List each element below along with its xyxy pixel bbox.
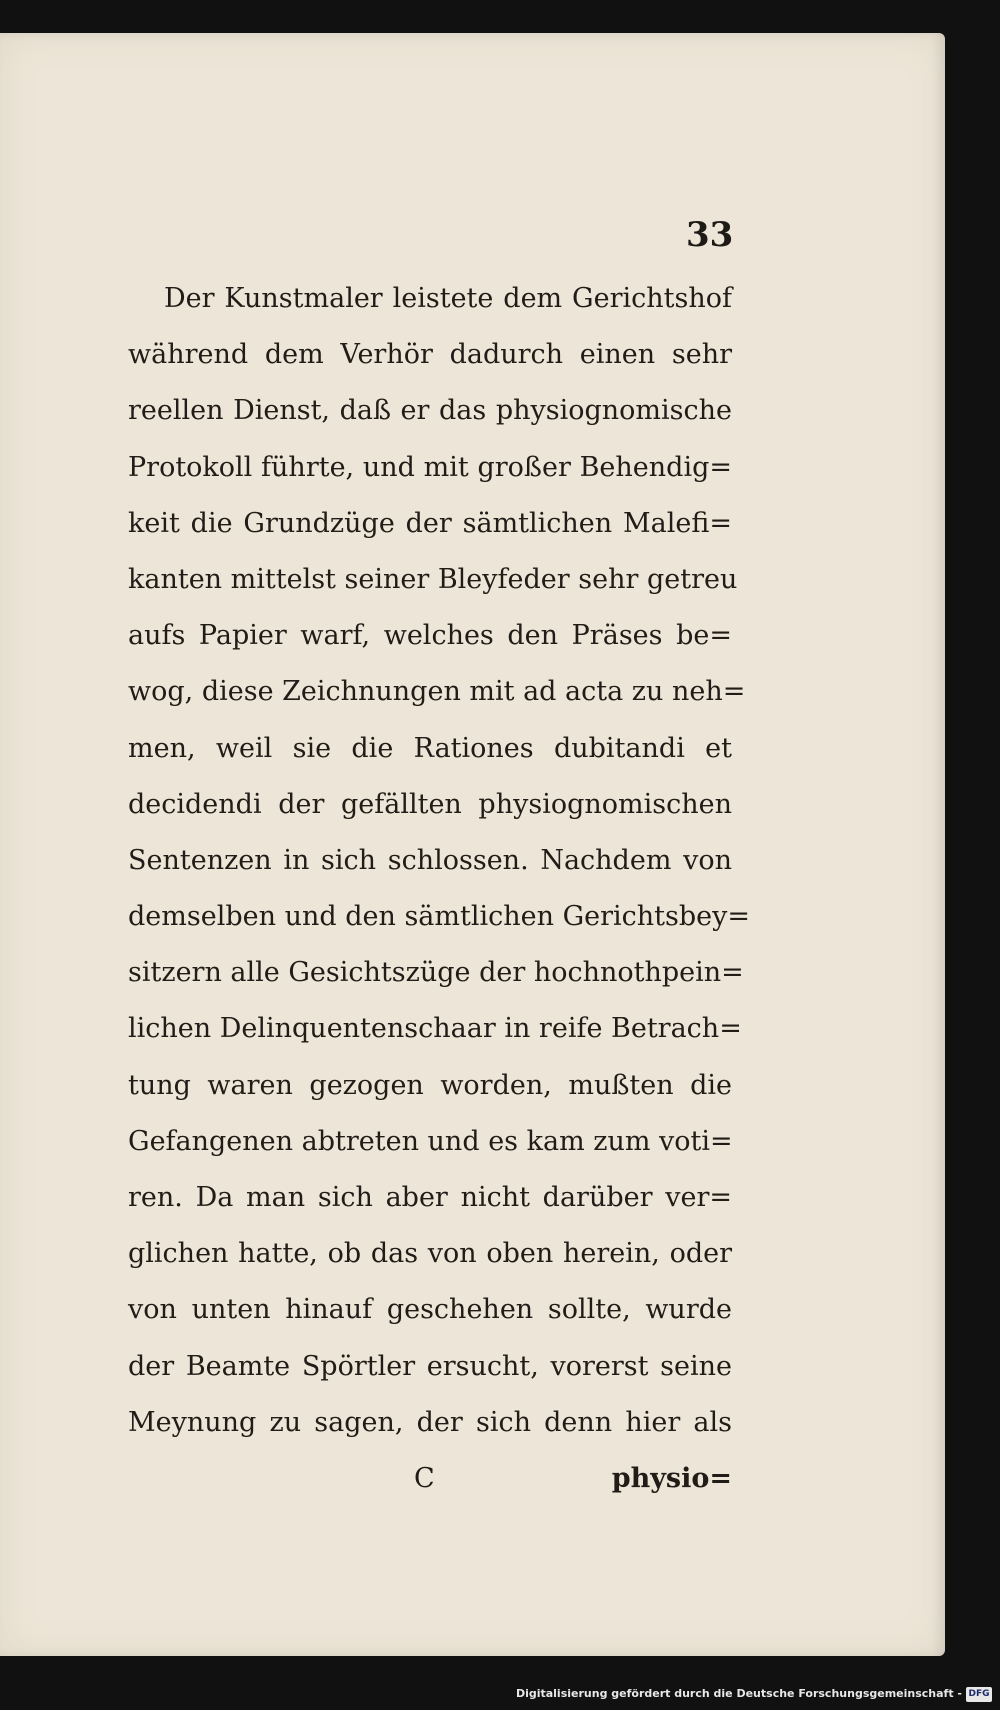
text-line: men, weil sie die Rationes dubitandi et [128,732,732,764]
text-line: Gefangenen abtreten und es kam zum voti= [128,1125,733,1157]
text-line: keit die Grundzüge der sämtlichen Malefi= [128,507,732,539]
text-line: Der Kunstmaler leistete dem Gerichtshof [164,283,732,314]
catchline [128,1451,732,1507]
text-line: wog, diese Zeichnungen mit ad acta zu neh= [128,676,746,708]
text-line: der Beamte Spörtler ersucht, vorerst seine [128,1350,732,1382]
body-text [128,271,751,1451]
text-line: während dem Verhör dadurch einen sehr [128,339,732,371]
footer-bar [0,1683,1000,1710]
text-line: demselben und den sämtlichen Gerichtsbey= [128,901,751,933]
text-line: reellen Dienst, daß er das physiognomische [128,395,732,427]
signature-mark: C [414,1463,435,1494]
funding-credit: Digitalisierung gefördert durch die Deutsche Forschungsgemeinschaft - [515,1687,962,1700]
text-line: aufs Papier warf, welches den Präses be= [128,620,732,652]
text-line: decidendi der gefällten physiognomischen [128,788,732,820]
text-line: kanten mittelst seiner Bleyfeder sehr getreu [128,563,738,595]
text-line: ren. Da man sich aber nicht darüber ver= [128,1182,732,1213]
dfg-logo-icon: DFG [966,1687,992,1702]
text-line: lichen Delinquentenschaar in reife Betrach= [128,1013,742,1045]
text-line: sitzern alle Gesichtszüge der hochnothpein= [128,957,744,989]
page-number: 33 [686,215,734,255]
text-line: tung waren gezogen worden, mußten die [128,1069,732,1101]
text-line: Protokoll führte, und mit großer Behendig= [128,451,732,483]
text-line: glichen hatte, ob das von oben herein, oder [128,1238,732,1270]
text-line: Meynung zu sagen, der sich denn hier als [128,1406,732,1438]
text-line: von unten hinauf geschehen sollte, wurde [128,1294,732,1326]
catchword: physio= [611,1463,732,1494]
book-page [0,33,945,1656]
text-line: Sentenzen in sich schlossen. Nachdem von [128,844,732,876]
